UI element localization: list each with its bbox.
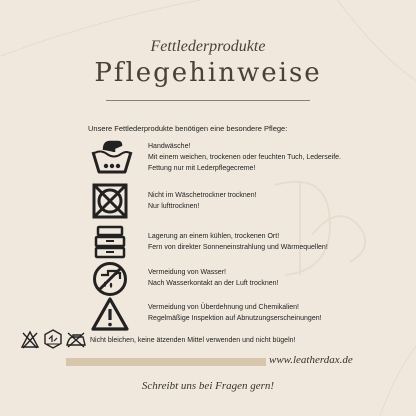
closing-text: Schreibt uns bei Fragen gern!	[141, 380, 275, 392]
care-item-handwash	[148, 141, 341, 174]
title-divider	[106, 100, 310, 101]
care-item-line: Handwäsche!	[148, 143, 191, 150]
subtitle: Fettlederprodukte	[150, 38, 266, 55]
care-item-line: Vermeidung von Wasser!	[148, 269, 226, 276]
no-bleach-icon	[20, 330, 40, 350]
care-item-line: Nicht im Wäschetrockner trocknen!	[148, 192, 257, 199]
care-item-line: Nach Wasserkontakt an der Luft trocknen!	[148, 280, 279, 287]
care-item-no-tumble-dry	[148, 190, 257, 212]
no-water-icon	[92, 261, 128, 297]
care-item-warning	[148, 302, 322, 324]
website-link[interactable]: www.leatherdax.de	[269, 354, 353, 366]
care-item-line: Vermeidung von Überdehnung und Chemikalien!	[148, 304, 299, 311]
watermark-logo	[275, 182, 365, 275]
storage-box-icon	[92, 224, 128, 260]
care-item-line: Nur lufttrocknen!	[148, 203, 200, 210]
care-item-line: Fern von direkter Sonneneinstrahlung und Wärmequellen!	[148, 244, 328, 251]
footer-note: Nicht bleichen, keine ätzenden Mittel verwenden und nicht bügeln!	[90, 337, 296, 344]
care-item-line: Mit einem weichen, trockenen oder feuchten Tuch, Lederseife.	[148, 154, 341, 161]
no-ironing-icon	[65, 332, 87, 348]
intro-text: Unsere Fettlederprodukte benötigen eine besondere Pflege:	[88, 124, 288, 133]
no-chemicals-icon	[43, 329, 63, 349]
no-tumble-dry-icon	[92, 183, 128, 219]
care-item-no-water	[148, 267, 278, 289]
warning-icon	[90, 296, 130, 332]
care-item-line: Fettung nur mit Lederpflegecreme!	[148, 165, 256, 172]
care-item-storage	[148, 231, 328, 253]
footer-accent-bar	[66, 358, 266, 366]
handwash-icon	[90, 140, 134, 178]
page-title: Pflegehinweise	[94, 58, 322, 88]
care-item-line: Regelmäßige Inspektion auf Abnutzungserscheinungen!	[148, 315, 322, 322]
care-item-line: Lagerung an einem kühlen, trockenen Ort!	[148, 233, 280, 240]
